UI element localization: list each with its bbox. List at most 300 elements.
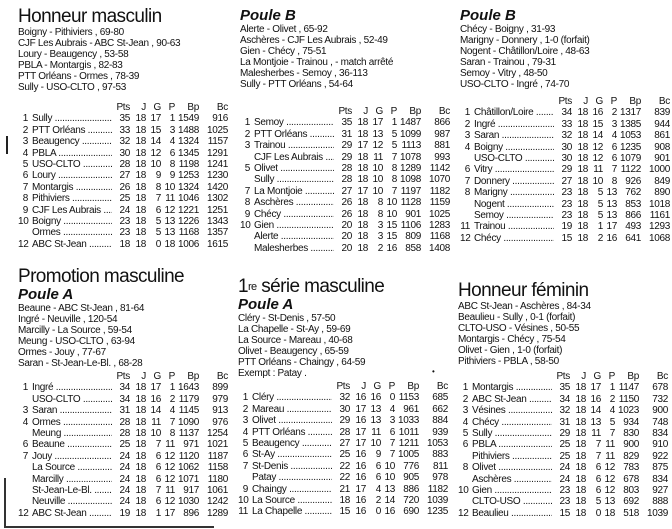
exempt-note: Exempt : Patay . <box>238 368 307 379</box>
column-header-bc: Bc <box>216 371 228 382</box>
team-name: Cléry ..... <box>252 392 332 403</box>
j-cell: 18 <box>575 485 586 497</box>
table-row <box>460 199 670 210</box>
g-cell: 5 <box>597 210 603 222</box>
j-cell: 18 <box>135 204 146 216</box>
pts-cell: 26 <box>341 208 352 220</box>
column-header-g: G <box>595 96 603 107</box>
pts-cell: 28 <box>341 174 352 186</box>
pts-cell: 32 <box>119 136 130 148</box>
bc-cell: 979 <box>212 393 228 405</box>
table-row <box>238 438 448 449</box>
pts-cell: 28 <box>119 428 130 440</box>
team-cell <box>32 148 112 159</box>
bc-cell: 1142 <box>429 163 450 175</box>
table-row <box>238 472 448 483</box>
team-name-wrap <box>474 130 554 141</box>
bp-cell: 1197 <box>400 185 421 197</box>
bc-cell: 685 <box>432 392 448 404</box>
team-name: PTT Orléans ..... <box>32 125 112 136</box>
table-row <box>18 170 228 181</box>
team-cell <box>474 119 554 130</box>
g-cell: 14 <box>150 405 161 417</box>
p-cell: 12 <box>604 462 615 474</box>
j-cell: 18 <box>577 187 588 199</box>
team-cell <box>472 417 552 428</box>
honneur-feminin-section <box>458 280 668 519</box>
p-cell: 14 <box>384 495 395 507</box>
result-line: Marigny - Donnery , 1-0 (forfait) <box>460 35 590 46</box>
j-cell: 18 <box>575 507 586 519</box>
result-line: CJF Les Aubrais - ABC St-Jean , 90-63 <box>18 38 181 49</box>
rank-cell: 4 <box>462 416 468 428</box>
column-header-bp: Bp <box>187 371 199 382</box>
bc-cell: 1182 <box>429 185 450 197</box>
p-cell: 3 <box>169 124 175 136</box>
team-name-wrap <box>474 210 554 221</box>
j-cell: 17 <box>355 483 366 495</box>
table-row <box>18 125 228 136</box>
team-name-wrap <box>252 427 332 438</box>
team-name-wrap <box>252 415 332 426</box>
bc-cell: 1230 <box>206 170 228 182</box>
result-line: Pithiviers - PBLA , 58-50 <box>458 356 559 367</box>
team-name-wrap <box>32 216 112 227</box>
team-name-wrap <box>32 462 112 473</box>
column-header-p: P <box>390 106 397 117</box>
result-line: Marcilly - La Source , 59-54 <box>18 325 132 336</box>
pts-cell: 25 <box>339 449 350 461</box>
rank-cell: 1 <box>22 113 28 125</box>
team-name-wrap <box>32 428 112 439</box>
table-row <box>18 113 228 124</box>
pts-cell: 24 <box>119 496 130 508</box>
team-cell <box>254 163 334 174</box>
team-cell <box>472 485 552 496</box>
team-cell <box>472 382 552 393</box>
bc-cell: 888 <box>652 496 668 508</box>
p-cell: 5 <box>391 128 397 140</box>
pts-cell: 31 <box>119 405 130 417</box>
table-header-row <box>238 381 448 392</box>
team-name: St-Denis ..... <box>252 461 332 472</box>
team-cell <box>252 495 332 506</box>
rank-cell: 2 <box>22 124 28 136</box>
result-line: Chécy - Boigny , 31-93 <box>460 24 556 35</box>
team-name: La Montjoie ..... <box>254 186 334 197</box>
bc-cell: 1053 <box>426 438 448 450</box>
standings-table <box>458 371 668 519</box>
bc-cell: 861 <box>654 130 670 142</box>
table-row <box>18 148 228 159</box>
rank-cell <box>460 210 474 221</box>
table-row <box>18 394 228 405</box>
j-cell: 18 <box>135 507 146 519</box>
bc-cell: 1408 <box>428 242 450 254</box>
j-cell: 17 <box>355 426 366 438</box>
team-cell <box>472 508 552 519</box>
bc-cell: 890 <box>654 187 670 199</box>
team-cell <box>32 394 112 405</box>
bp-cell: 905 <box>403 472 419 484</box>
column-header-j: J <box>583 96 588 107</box>
table-row <box>458 417 668 428</box>
team-name-wrap <box>474 119 554 130</box>
team-cell <box>472 451 552 462</box>
column-header-pts: Pts <box>558 96 572 107</box>
scan-rule-mark <box>6 136 8 154</box>
bp-cell: 1078 <box>399 151 421 163</box>
g-cell: 13 <box>370 403 381 415</box>
bc-cell: 1283 <box>428 220 450 232</box>
team-name: Pithiviers ..... <box>472 451 552 462</box>
table-row <box>458 496 668 507</box>
p-cell: 10 <box>384 472 395 484</box>
result-line: Ormes - Jouy , 77-67 <box>18 347 106 358</box>
bp-cell: 1071 <box>177 473 199 485</box>
bc-cell: 1039 <box>426 495 448 507</box>
team-name: Beaugency ..... <box>252 438 332 449</box>
bc-cell: 987 <box>434 128 450 140</box>
pts-cell: 27 <box>341 185 352 197</box>
bc-cell: 849 <box>654 175 670 187</box>
result-line: Aschères - CJF Les Aubrais , 52-49 <box>240 35 388 46</box>
bp-cell: 518 <box>623 507 639 519</box>
table-row <box>240 197 450 208</box>
team-name-wrap <box>254 117 334 128</box>
rank-cell: 1 <box>464 107 470 119</box>
bc-cell: 811 <box>432 460 448 472</box>
result-line: Sully - USO-CLTO , 97-53 <box>18 82 127 93</box>
p-cell: 5 <box>609 416 615 428</box>
j-cell: 18 <box>577 175 588 187</box>
bp-cell: 926 <box>625 175 641 187</box>
team-name: Saran ..... <box>474 130 554 141</box>
team-cell <box>254 220 334 231</box>
g-cell: 5 <box>155 216 161 228</box>
rank-cell: 1 <box>22 382 28 394</box>
team-name: Sully ..... <box>472 428 552 439</box>
team-cell <box>472 474 552 485</box>
column-header-bp: Bp <box>629 96 641 107</box>
bp-cell: 1099 <box>399 128 421 140</box>
bp-cell: 1253 <box>177 170 199 182</box>
table-row <box>240 117 450 128</box>
bp-cell: 1153 <box>398 392 419 404</box>
rank-cell <box>18 227 32 238</box>
team-name-wrap <box>252 404 332 415</box>
j-cell: 18 <box>135 124 146 136</box>
table-row <box>238 506 448 517</box>
team-cell <box>474 107 554 118</box>
result-line: Meung - USO-CLTO , 63-94 <box>18 336 135 347</box>
team-name: Beaulieu ..... <box>472 508 552 519</box>
p-cell: 3 <box>389 415 395 427</box>
results-list <box>238 313 448 368</box>
team-cell <box>32 125 112 136</box>
bc-cell: 1235 <box>426 506 448 518</box>
p-cell: 7 <box>389 449 395 461</box>
rank-cell: 7 <box>464 175 470 187</box>
result-line: PBLA - Montargis , 82-83 <box>18 60 123 71</box>
table-row <box>240 231 450 242</box>
team-name-wrap <box>252 472 332 483</box>
section-title: Promotion masculine <box>18 266 185 287</box>
table-row <box>18 227 228 238</box>
bc-cell: 910 <box>652 439 668 451</box>
standings-table <box>18 371 228 519</box>
pts-cell: 31 <box>341 128 352 140</box>
bp-cell: 1090 <box>177 416 199 428</box>
column-header-g: G <box>153 371 161 382</box>
bp-cell: 886 <box>403 483 419 495</box>
team-name: Boigny ..... <box>32 216 112 227</box>
rank-cell <box>18 462 32 473</box>
table-row <box>460 107 670 118</box>
bc-cell: 1293 <box>648 221 670 233</box>
team-name: Chaingy ..... <box>252 484 332 495</box>
team-name: La Source ..... <box>252 495 332 506</box>
bp-cell: 1145 <box>178 405 199 417</box>
p-cell: 6 <box>611 141 617 153</box>
header-spacer <box>32 102 112 113</box>
p-cell: 7 <box>391 185 397 197</box>
g-cell: 2 <box>377 242 383 254</box>
team-name-wrap <box>474 142 554 153</box>
rank-cell: 10 <box>18 216 29 228</box>
g-cell: 12 <box>372 140 383 152</box>
pts-cell: 26 <box>341 197 352 209</box>
table-row <box>240 243 450 254</box>
team-name: Semoy ..... <box>254 117 334 128</box>
team-cell <box>254 186 334 197</box>
bp-cell: 690 <box>403 506 419 518</box>
rank-cell: 7 <box>22 450 28 462</box>
result-line: PTT Orléans - Ormes , 78-39 <box>18 71 140 82</box>
table-row <box>240 209 450 220</box>
team-name: Neuville ..... <box>32 496 112 507</box>
team-name: Marigny ..... <box>474 187 554 198</box>
team-cell <box>254 174 334 185</box>
team-name-wrap <box>252 506 332 517</box>
team-name-wrap <box>472 382 552 393</box>
table-row <box>460 210 670 221</box>
team-name: Chécy ..... <box>472 417 552 428</box>
result-line: Nogent - Châtillon/Loire , 48-63 <box>460 46 590 57</box>
table-header-row <box>18 371 228 382</box>
team-name: Châtillon/Loire ..... <box>474 107 554 118</box>
bc-cell: 993 <box>434 151 450 163</box>
rank-cell: 12 <box>460 232 471 244</box>
rank-cell: 12 <box>18 238 29 250</box>
j-cell: 18 <box>135 405 146 417</box>
table-row <box>240 174 450 185</box>
team-name: Loury ..... <box>32 170 112 181</box>
pts-cell: 29 <box>339 415 350 427</box>
g-cell: 11 <box>593 164 603 176</box>
team-cell <box>254 231 334 242</box>
result-line: Saran - St-Jean-Le-Bl. , 68-28 <box>18 358 143 369</box>
result-line: CLTO-USO - Vésines , 50-55 <box>458 323 580 334</box>
j-cell: 18 <box>575 496 586 508</box>
j-cell: 18 <box>135 193 146 205</box>
column-header-bc: Bc <box>656 371 668 382</box>
column-header-bc: Bc <box>436 381 448 392</box>
team-cell <box>472 428 552 439</box>
team-cell <box>252 438 332 449</box>
team-cell <box>472 462 552 473</box>
team-cell <box>474 199 554 210</box>
table-row <box>460 187 670 198</box>
pts-cell: 19 <box>119 507 130 519</box>
j-cell: 18 <box>135 147 146 159</box>
column-header-pts: Pts <box>556 371 570 382</box>
rank-cell: 1 <box>462 382 468 394</box>
pts-cell: 18 <box>339 495 350 507</box>
rank-cell: 6 <box>242 449 248 461</box>
rank-cell <box>240 152 254 163</box>
g-cell: 10 <box>372 163 383 175</box>
header-spacer <box>458 371 472 382</box>
team-cell <box>252 404 332 415</box>
bp-cell: 1079 <box>619 153 641 165</box>
table-row <box>18 439 228 450</box>
team-cell <box>252 484 332 495</box>
team-name: CLTO-USO ..... <box>472 496 552 507</box>
g-cell: 6 <box>595 462 601 474</box>
rank-cell: 5 <box>462 428 468 440</box>
p-cell: 11 <box>605 450 615 462</box>
j-cell: 18 <box>135 450 146 462</box>
g-cell: 7 <box>155 193 161 205</box>
bc-cell: 899 <box>212 382 228 394</box>
p-cell: 4 <box>611 130 617 142</box>
p-cell: 12 <box>164 462 175 474</box>
table-row <box>458 451 668 462</box>
bp-cell: 1120 <box>178 450 199 462</box>
p-cell: 4 <box>609 405 615 417</box>
bp-cell: 1324 <box>177 136 199 148</box>
pts-cell: 25 <box>119 439 130 451</box>
standings-table <box>18 102 228 250</box>
rank-cell: 6 <box>462 439 468 451</box>
team-name: St-Ay ..... <box>252 449 332 460</box>
rank-cell <box>460 153 474 164</box>
team-name-wrap <box>474 187 554 198</box>
j-cell: 18 <box>577 107 588 119</box>
pts-cell: 25 <box>119 193 130 205</box>
team-cell <box>32 182 112 193</box>
team-name: PBLA ..... <box>32 148 112 159</box>
j-cell: 18 <box>575 462 586 474</box>
bp-cell: 1023 <box>617 405 639 417</box>
table-row <box>240 220 450 231</box>
j-cell: 18 <box>577 221 588 233</box>
table-row <box>18 496 228 507</box>
pts-cell: 19 <box>561 221 572 233</box>
section-subtitle: Poule B <box>460 7 516 24</box>
g-cell: 10 <box>372 174 383 186</box>
team-cell <box>252 415 332 426</box>
team-name: Trainou ..... <box>474 221 554 232</box>
standings-table <box>240 106 450 254</box>
j-cell: 18 <box>135 159 146 171</box>
p-cell: 13 <box>606 210 617 222</box>
pts-cell: 25 <box>559 439 570 451</box>
pts-cell: 29 <box>559 428 570 440</box>
rank-cell: 3 <box>464 130 470 142</box>
g-cell: 12 <box>150 147 161 159</box>
bp-cell: 803 <box>623 485 639 497</box>
p-cell: 13 <box>164 227 175 239</box>
p-cell: 11 <box>165 439 175 451</box>
j-cell: 18 <box>575 473 586 485</box>
g-cell: 10 <box>370 438 381 450</box>
g-cell: 6 <box>595 473 601 485</box>
pts-cell: 24 <box>559 462 570 474</box>
j-cell: 18 <box>357 231 368 243</box>
j-cell: 18 <box>135 393 146 405</box>
team-name: Vésines ..... <box>472 405 552 416</box>
result-line: Beaune - ABC St-Jean , 81-64 <box>18 303 145 314</box>
team-name-wrap <box>32 193 112 204</box>
team-name: Ormes ..... <box>32 227 112 238</box>
p-cell: 15 <box>386 231 397 243</box>
bc-cell: 1158 <box>207 462 228 474</box>
team-name-wrap <box>32 136 112 147</box>
j-cell: 18 <box>135 485 146 497</box>
rank-cell <box>18 496 32 507</box>
bp-cell: 1147 <box>618 382 639 394</box>
g-cell: 11 <box>591 428 601 440</box>
header-spacer <box>32 371 112 382</box>
team-name: PTT Orléans ..... <box>252 427 332 438</box>
bc-cell: 1025 <box>428 208 450 220</box>
p-cell: 1 <box>609 382 615 394</box>
team-name-wrap <box>254 129 334 140</box>
pts-cell: 27 <box>561 175 572 187</box>
rank-cell: 3 <box>22 405 28 417</box>
j-cell: 18 <box>357 163 368 175</box>
team-cell <box>474 130 554 141</box>
table-row <box>238 404 448 415</box>
g-cell: 7 <box>595 439 601 451</box>
team-cell <box>474 176 554 187</box>
g-cell: 6 <box>375 472 381 484</box>
bp-cell: 1345 <box>177 147 199 159</box>
team-name: USO-CLTO ..... <box>32 159 112 170</box>
results-list <box>240 24 450 90</box>
bp-cell: 1226 <box>177 216 199 228</box>
rank-cell: 4 <box>22 416 28 428</box>
g-cell: 12 <box>592 141 603 153</box>
bp-cell: 901 <box>405 208 421 220</box>
p-cell: 6 <box>389 426 395 438</box>
rank-cell: 2 <box>462 393 468 405</box>
team-cell <box>474 233 554 244</box>
p-cell: 2 <box>609 393 615 405</box>
team-name: PBLA ..... <box>472 439 552 450</box>
team-cell <box>252 461 332 472</box>
p-cell: 12 <box>604 485 615 497</box>
result-line: Loury - Beaugency , 53-58 <box>18 49 129 60</box>
team-name-wrap <box>254 220 334 231</box>
bp-cell: 762 <box>625 187 641 199</box>
bc-cell: 913 <box>212 405 228 417</box>
rank-cell: 2 <box>242 403 248 415</box>
team-name-wrap <box>32 405 112 416</box>
team-cell <box>252 506 332 517</box>
